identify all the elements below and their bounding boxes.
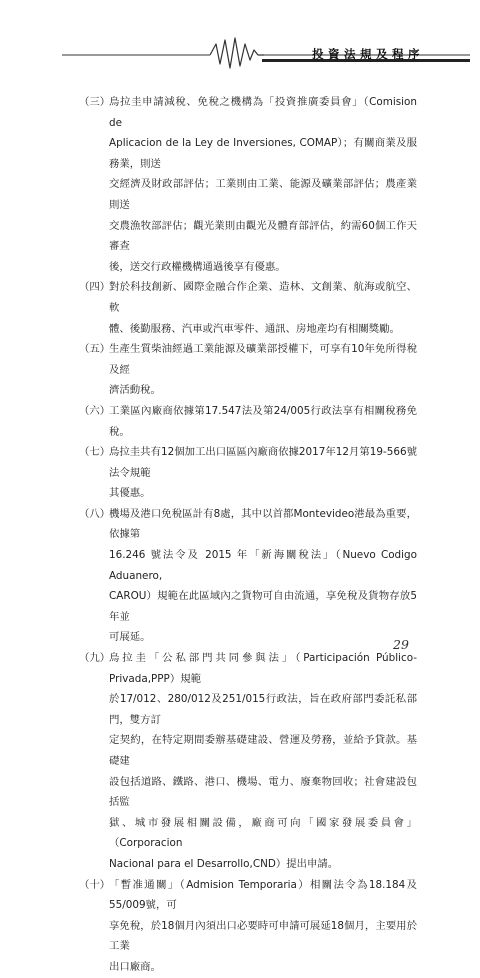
list-item-text	[79, 339, 417, 401]
text-line: 設包括道路、鐵路、港口、機場、電力、廢棄物回收；社會建設包括監	[109, 775, 417, 809]
text-line: 工業區內廠商依據第17.547法及第24/005行政法享有相關稅務免稅。	[109, 404, 417, 438]
list-item-number: （十）	[79, 878, 111, 891]
text-line: 獄、城市發展相關設備，廠商可向「國家發展委員會」（Corporacion	[109, 816, 417, 850]
list-item-number: （九）	[79, 652, 111, 665]
text-line: 可展延。	[109, 631, 151, 644]
list-item	[79, 648, 417, 875]
text-line: CAROU）規範在此區域內之貨物可自由流通，享免稅及貨物存放5年並	[109, 590, 417, 623]
text-line: 享免稅，於18個月內須出口必要時可申請可展延18個月，主要用於工業	[109, 919, 417, 953]
text-line: 出口廠商。	[109, 960, 161, 973]
list-item	[79, 401, 417, 442]
list-item-text	[79, 401, 417, 442]
text-line: 交經濟及財政部評估；工業則由工業、能源及礦業部評估；農產業則送	[109, 178, 417, 211]
list-item-text	[79, 504, 417, 648]
text-line: 體、後勤服務、汽車或汽車零件、通訊、房地產均有相關獎勵。	[109, 322, 400, 335]
text-line: 烏拉圭共有12個加工出口區區內廠商依據2017年12月第19-566號法令規範	[109, 446, 417, 479]
text-line: 機場及港口免稅區計有8處，其中以首都Montevideo港最為重要，依據第	[109, 507, 417, 541]
text-line: 交農漁牧部評估；觀光業則由觀光及體育部評估，約需60個工作天審查	[109, 219, 417, 253]
list-item	[79, 442, 417, 504]
text-line: 濟活動稅。	[109, 384, 161, 397]
list-item-number: （四）	[79, 281, 111, 294]
text-line: 烏拉圭「公私部門共同參與法」（Participación Público-Privada,PPP）規範	[109, 652, 417, 685]
list-item	[79, 504, 417, 648]
list-item-text	[79, 92, 417, 277]
list-item-number: （八）	[79, 507, 111, 520]
document-body	[79, 92, 417, 978]
page-header	[0, 0, 480, 80]
text-line: 「暫准通關」（Admision Temporaria）相關法令為18.184及55/009號，可	[109, 878, 417, 912]
text-line: 後，送交行政權機構通過後享有優惠。	[109, 260, 286, 273]
text-line: 烏拉圭申請減稅、免稅之機構為「投資推廣委員會」（Comision de	[109, 96, 417, 129]
list-item-text	[79, 875, 417, 978]
list-item-text	[79, 648, 417, 875]
list-item	[79, 339, 417, 401]
list-item-text	[79, 277, 417, 339]
text-line: 定契約，在特定期間委辦基礎建設、營運及勞務，並給予貸款。基礎建	[109, 734, 417, 767]
list-item-text	[79, 442, 417, 504]
list-item	[79, 875, 417, 978]
page-number: 29	[393, 637, 409, 652]
text-line: 於17/012、280/012及251/015行政法，旨在政府部門委託私部門，雙方訂	[109, 693, 417, 726]
text-line: 生產生質柴油經過工業能源及礦業部授權下，可享有10年免所得稅及經	[109, 343, 417, 376]
list-item	[79, 277, 417, 339]
text-line: Aplicacion de la Ley de Inversiones, COMAP）；有關商業及服務業，則送	[109, 137, 417, 170]
header-rule-heartbeat-icon	[0, 0, 480, 80]
text-line: 16.246 號法令及 2015 年「新海關稅法」（Nuevo Codigo Aduanero,	[109, 549, 417, 582]
list-item-number: （七）	[79, 446, 111, 459]
list-item-number: （六）	[79, 404, 111, 417]
list-item	[79, 92, 417, 277]
list-item-number: （五）	[79, 343, 111, 356]
text-line: Nacional para el Desarrollo,CND）提出申請。	[109, 857, 339, 870]
page-header-title: 投資法規及程序	[312, 47, 424, 61]
text-line: 對於科技創新、國際金融合作企業、造林、文創業、航海或航空、軟	[109, 281, 417, 314]
text-line: 其優惠。	[109, 487, 151, 500]
list-item-number: （三）	[79, 96, 111, 108]
